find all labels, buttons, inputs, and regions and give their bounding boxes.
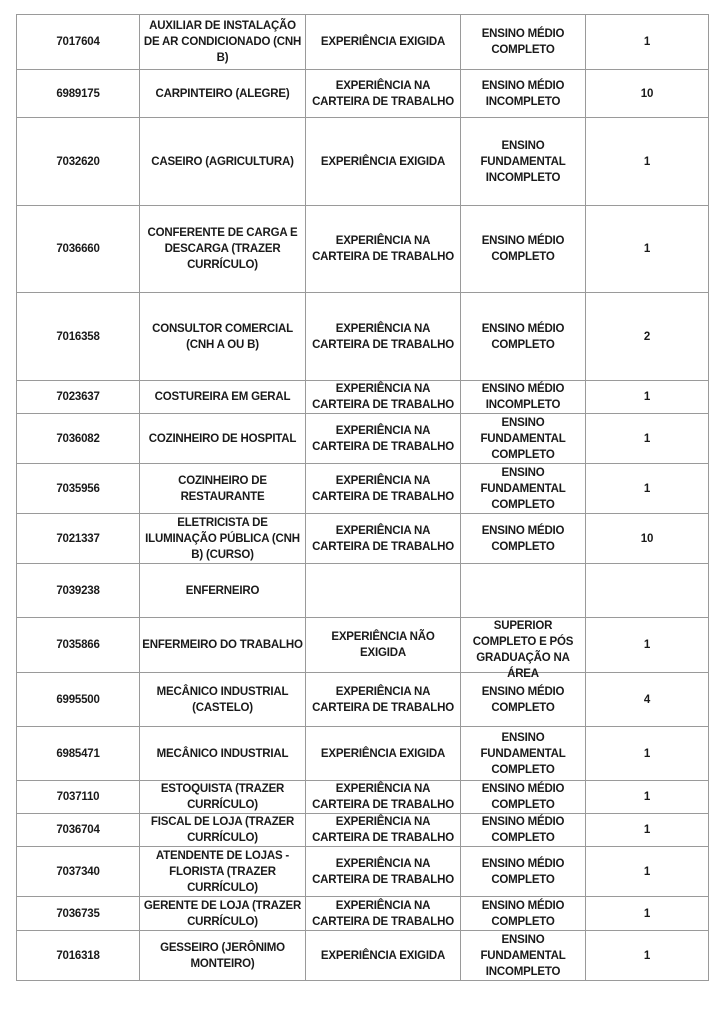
vacancies-cell: 2 xyxy=(586,293,709,381)
job-title-cell: CARPINTEIRO (ALEGRE) xyxy=(140,70,306,118)
education-cell: ENSINO FUNDAMENTAL INCOMPLETO xyxy=(461,118,586,206)
table-row xyxy=(17,781,709,814)
education-cell: ENSINO FUNDAMENTAL COMPLETO xyxy=(461,727,586,781)
vacancies-cell: 1 xyxy=(586,15,709,70)
education-cell xyxy=(461,618,586,680)
experience-cell: EXPERIÊNCIA EXIGIDA xyxy=(306,931,461,981)
vacancies-cell: 10 xyxy=(586,70,709,118)
job-code-cell: 7036704 xyxy=(17,814,140,847)
vacancies-cell: 1 xyxy=(586,381,709,414)
education-text: SUPERIOR COMPLETO E PÓS GRADUAÇÃO NA ÁREA xyxy=(472,620,574,680)
table-row xyxy=(17,464,709,514)
education-cell: ENSINO FUNDAMENTAL INCOMPLETO xyxy=(461,931,586,981)
table-row xyxy=(17,727,709,781)
education-cell: ENSINO MÉDIO COMPLETO xyxy=(461,673,586,727)
job-title-cell: ESTOQUISTA (TRAZER CURRÍCULO) xyxy=(140,781,306,814)
job-code-cell: 7017604 xyxy=(17,15,140,70)
education-cell: ENSINO MÉDIO INCOMPLETO xyxy=(461,381,586,414)
table-row xyxy=(17,15,709,70)
vacancies-cell: 1 xyxy=(586,618,709,673)
vacancies-cell: 1 xyxy=(586,814,709,847)
vacancies-cell: 1 xyxy=(586,897,709,931)
job-code-cell: 7035956 xyxy=(17,464,140,514)
experience-cell: EXPERIÊNCIA NA CARTEIRA DE TRABALHO xyxy=(306,414,461,464)
education-cell: ENSINO FUNDAMENTAL COMPLETO xyxy=(461,414,586,464)
job-code-cell: 7036082 xyxy=(17,414,140,464)
experience-cell: EXPERIÊNCIA NA CARTEIRA DE TRABALHO xyxy=(306,847,461,897)
education-cell: ENSINO MÉDIO COMPLETO xyxy=(461,293,586,381)
experience-cell: EXPERIÊNCIA NA CARTEIRA DE TRABALHO xyxy=(306,381,461,414)
education-cell: ENSINO MÉDIO COMPLETO xyxy=(461,15,586,70)
job-code-cell: 6989175 xyxy=(17,70,140,118)
vacancies-cell: 1 xyxy=(586,781,709,814)
job-title-cell: COZINHEIRO DE RESTAURANTE xyxy=(140,464,306,514)
table-row xyxy=(17,381,709,414)
job-code-cell: 7037110 xyxy=(17,781,140,814)
vacancies-cell: 1 xyxy=(586,931,709,981)
education-cell: ENSINO MÉDIO COMPLETO xyxy=(461,781,586,814)
job-code-cell: 7023637 xyxy=(17,381,140,414)
vacancies-cell: 10 xyxy=(586,514,709,564)
job-code-cell: 7016318 xyxy=(17,931,140,981)
job-title-cell: GESSEIRO (JERÔNIMO MONTEIRO) xyxy=(140,931,306,981)
education-cell: ENSINO MÉDIO COMPLETO xyxy=(461,814,586,847)
job-code-cell: 7021337 xyxy=(17,514,140,564)
job-code-cell: 6995500 xyxy=(17,673,140,727)
job-code-cell: 6985471 xyxy=(17,727,140,781)
education-cell: ENSINO MÉDIO COMPLETO xyxy=(461,897,586,931)
job-code-cell: 7032620 xyxy=(17,118,140,206)
table-row xyxy=(17,514,709,564)
education-cell: ENSINO FUNDAMENTAL COMPLETO xyxy=(461,464,586,514)
vacancies-cell: 4 xyxy=(586,673,709,727)
table-row xyxy=(17,414,709,464)
education-cell xyxy=(461,564,586,618)
experience-cell: EXPERIÊNCIA NÃO EXIGIDA xyxy=(306,618,461,673)
table-row xyxy=(17,206,709,293)
job-code-cell: 7035866 xyxy=(17,618,140,673)
job-title-cell: ENFERMEIRO DO TRABALHO xyxy=(140,618,306,673)
table-row xyxy=(17,564,709,618)
experience-cell: EXPERIÊNCIA NA CARTEIRA DE TRABALHO xyxy=(306,897,461,931)
vacancies-cell: 1 xyxy=(586,414,709,464)
job-code-cell: 7016358 xyxy=(17,293,140,381)
job-title-cell: GERENTE DE LOJA (TRAZER CURRÍCULO) xyxy=(140,897,306,931)
job-code-cell: 7039238 xyxy=(17,564,140,618)
vacancies-cell: 1 xyxy=(586,727,709,781)
table-row xyxy=(17,618,709,673)
experience-cell: EXPERIÊNCIA EXIGIDA xyxy=(306,727,461,781)
job-title-cell: CONSULTOR COMERCIAL (CNH A OU B) xyxy=(140,293,306,381)
education-cell: ENSINO MÉDIO COMPLETO xyxy=(461,514,586,564)
table-row xyxy=(17,814,709,847)
experience-cell: EXPERIÊNCIA EXIGIDA xyxy=(306,15,461,70)
experience-cell: EXPERIÊNCIA EXIGIDA xyxy=(306,118,461,206)
experience-cell: EXPERIÊNCIA NA CARTEIRA DE TRABALHO xyxy=(306,293,461,381)
job-vacancies-table xyxy=(16,14,709,981)
vacancies-cell xyxy=(586,564,709,618)
table-row xyxy=(17,673,709,727)
experience-cell: EXPERIÊNCIA NA CARTEIRA DE TRABALHO xyxy=(306,673,461,727)
job-code-cell: 7036735 xyxy=(17,897,140,931)
experience-cell: EXPERIÊNCIA NA CARTEIRA DE TRABALHO xyxy=(306,464,461,514)
job-title-cell: CASEIRO (AGRICULTURA) xyxy=(140,118,306,206)
table-row xyxy=(17,70,709,118)
job-title-cell: AUXILIAR DE INSTALAÇÃO DE AR CONDICIONADO (CNH B) xyxy=(140,15,306,70)
experience-cell xyxy=(306,564,461,618)
job-title-cell: COZINHEIRO DE HOSPITAL xyxy=(140,414,306,464)
table-row xyxy=(17,118,709,206)
table-row xyxy=(17,847,709,897)
experience-cell: EXPERIÊNCIA NA CARTEIRA DE TRABALHO xyxy=(306,781,461,814)
job-title-cell: ATENDENTE DE LOJAS - FLORISTA (TRAZER CURRÍCULO) xyxy=(140,847,306,897)
table-row xyxy=(17,931,709,981)
job-title-cell: MECÂNICO INDUSTRIAL (CASTELO) xyxy=(140,673,306,727)
education-cell: ENSINO MÉDIO INCOMPLETO xyxy=(461,70,586,118)
job-title-cell: COSTUREIRA EM GERAL xyxy=(140,381,306,414)
vacancies-cell: 1 xyxy=(586,464,709,514)
experience-cell: EXPERIÊNCIA NA CARTEIRA DE TRABALHO xyxy=(306,514,461,564)
job-title-cell: ENFERNEIRO xyxy=(140,564,306,618)
job-title-cell: FISCAL DE LOJA (TRAZER CURRÍCULO) xyxy=(140,814,306,847)
vacancies-cell: 1 xyxy=(586,847,709,897)
experience-cell: EXPERIÊNCIA NA CARTEIRA DE TRABALHO xyxy=(306,206,461,293)
vacancies-cell: 1 xyxy=(586,118,709,206)
education-cell: ENSINO MÉDIO COMPLETO xyxy=(461,847,586,897)
job-title-cell: CONFERENTE DE CARGA E DESCARGA (TRAZER CURRÍCULO) xyxy=(140,206,306,293)
vacancies-cell: 1 xyxy=(586,206,709,293)
table-body xyxy=(17,15,709,981)
table-row xyxy=(17,897,709,931)
job-code-cell: 7037340 xyxy=(17,847,140,897)
table-row xyxy=(17,293,709,381)
experience-cell: EXPERIÊNCIA NA CARTEIRA DE TRABALHO xyxy=(306,814,461,847)
experience-cell: EXPERIÊNCIA NA CARTEIRA DE TRABALHO xyxy=(306,70,461,118)
job-code-cell: 7036660 xyxy=(17,206,140,293)
education-cell: ENSINO MÉDIO COMPLETO xyxy=(461,206,586,293)
job-title-cell: MECÂNICO INDUSTRIAL xyxy=(140,727,306,781)
job-title-cell: ELETRICISTA DE ILUMINAÇÃO PÚBLICA (CNH B) (CURSO) xyxy=(140,514,306,564)
